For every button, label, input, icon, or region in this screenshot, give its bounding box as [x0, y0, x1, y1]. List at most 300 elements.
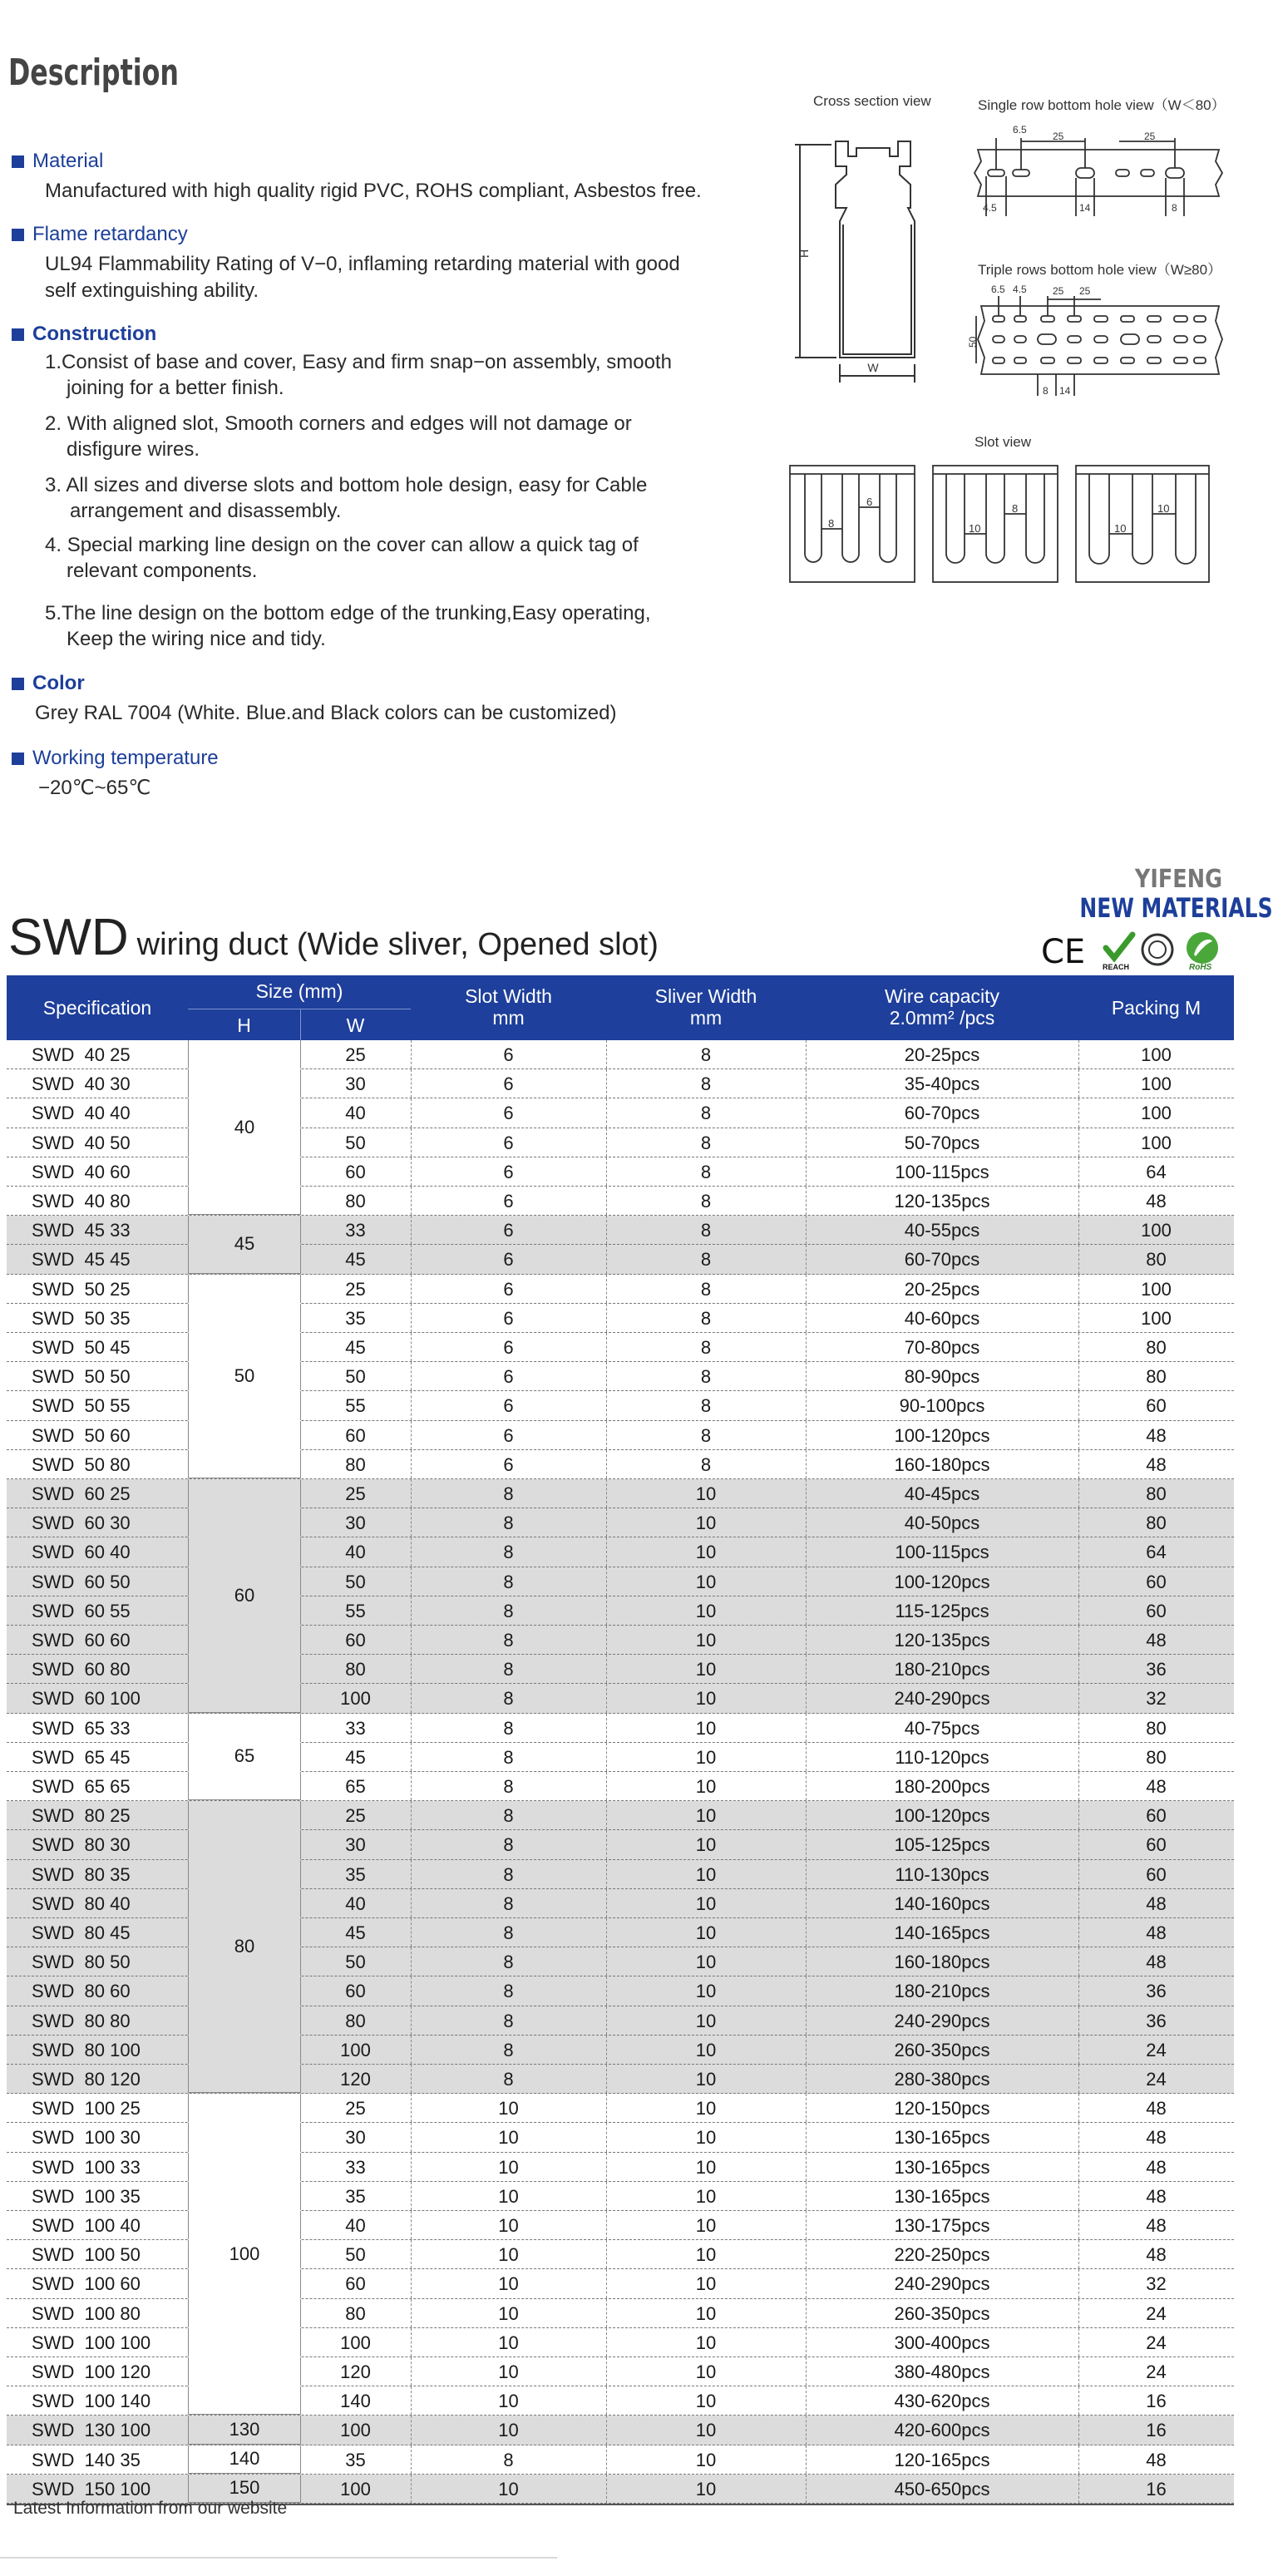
column-divider	[606, 1040, 607, 1068]
cell-wire-capacity: 260-350pcs	[894, 2302, 990, 2324]
column-divider	[606, 2240, 607, 2268]
cell-specification: SWD 65 45	[32, 1746, 131, 1768]
cell-wire-capacity: 300-400pcs	[894, 2332, 990, 2353]
single-dim-label: 4.5	[983, 202, 997, 214]
cell-wire-capacity: 20-25pcs	[904, 1044, 980, 1065]
cell-w: 40	[345, 1893, 366, 1914]
svg-text:CE: CE	[1041, 933, 1086, 971]
column-divider	[606, 1450, 607, 1478]
cell-packing: 80	[1146, 1746, 1167, 1768]
cell-slot-width: 10	[498, 2244, 519, 2266]
cell-sliver-width: 10	[695, 2420, 717, 2441]
cell-slot-width: 8	[503, 1952, 514, 1973]
column-divider	[806, 2182, 807, 2210]
cell-w: 50	[345, 1571, 366, 1592]
column-divider	[300, 1567, 301, 1596]
header-sliver-width	[606, 985, 806, 1029]
cell-w: 45	[345, 1746, 366, 1768]
column-divider	[300, 2153, 301, 2181]
cell-specification: SWD 100 50	[32, 2244, 141, 2266]
column-divider	[806, 1216, 807, 1244]
column-divider	[411, 2153, 412, 2181]
cell-packing: 16	[1146, 2478, 1167, 2500]
triple-rows-hole-diagram	[967, 283, 1236, 407]
column-divider	[1078, 1040, 1079, 1068]
cross-h-label: H	[797, 249, 811, 258]
column-divider	[606, 2211, 607, 2239]
cell-slot-width: 6	[503, 1278, 514, 1300]
cell-slot-width: 8	[503, 1863, 514, 1885]
single-dim-label: 25	[1053, 131, 1064, 142]
column-divider	[411, 1801, 412, 1829]
column-divider	[606, 1275, 607, 1303]
column-divider	[411, 1596, 412, 1625]
cell-packing: 48	[1146, 1776, 1167, 1797]
cell-w: 25	[345, 2098, 366, 2120]
cell-sliver-width: 8	[700, 1453, 712, 1475]
cell-packing: 16	[1146, 2391, 1167, 2412]
cell-packing: 80	[1146, 1366, 1167, 1388]
cell-slot-width: 8	[503, 1513, 514, 1534]
cell-slot-width: 8	[503, 1922, 514, 1943]
column-divider	[300, 1860, 301, 1888]
column-divider	[411, 1889, 412, 1917]
cell-slot-width: 6	[503, 1073, 514, 1095]
cell-wire-capacity: 50-70pcs	[904, 1132, 980, 1153]
single-row-label: Single row bottom hole view（W＜80）	[978, 97, 1226, 113]
cell-sliver-width: 10	[695, 2010, 717, 2031]
cell-sliver-width: 10	[695, 1981, 717, 2002]
single-dim-label: 14	[1079, 202, 1091, 214]
working-temperature-text: −20℃~65℃	[38, 777, 151, 799]
cell-wire-capacity: 35-40pcs	[904, 1073, 980, 1095]
column-divider	[1078, 1918, 1079, 1947]
cell-packing: 100	[1141, 1044, 1172, 1065]
column-divider	[606, 1479, 607, 1508]
column-divider	[1078, 1976, 1079, 2005]
column-divider	[1078, 1830, 1079, 1858]
header-slot-width-unit: mm	[492, 1007, 525, 1029]
cell-slot-width: 6	[503, 1220, 514, 1241]
cell-w: 33	[345, 2156, 366, 2178]
column-divider	[1078, 1860, 1079, 1888]
slot-dim-label: 8	[1012, 502, 1019, 515]
cell-sliver-width: 10	[695, 2273, 717, 2295]
column-divider	[806, 1333, 807, 1361]
column-divider	[411, 1157, 412, 1186]
cell-wire-capacity: 40-55pcs	[904, 1220, 980, 1241]
cell-wire-capacity: 240-290pcs	[894, 2273, 990, 2295]
column-divider	[1078, 2386, 1079, 2415]
cell-sliver-width: 8	[700, 1424, 712, 1446]
column-divider	[300, 1157, 301, 1186]
cell-w: 55	[345, 1600, 366, 1621]
construction-item	[45, 411, 632, 462]
column-divider	[606, 1069, 607, 1098]
cross-section-label: Cross section view	[813, 93, 931, 109]
column-divider	[300, 2475, 301, 2503]
header-packing: Packing M	[1111, 997, 1201, 1019]
column-divider	[1078, 1128, 1079, 1157]
column-divider	[806, 1275, 807, 1303]
header-slot-width	[411, 985, 606, 1029]
column-divider	[806, 2094, 807, 2122]
column-divider	[806, 1889, 807, 1917]
cell-slot-width: 8	[503, 2010, 514, 2031]
column-divider	[1078, 2036, 1079, 2064]
cell-w: 60	[345, 1981, 366, 2002]
column-divider	[606, 1508, 607, 1537]
column-divider	[806, 1537, 807, 1566]
column-divider	[1078, 1626, 1079, 1654]
column-divider	[606, 2475, 607, 2503]
column-divider	[806, 1626, 807, 1654]
cell-packing: 48	[1146, 1893, 1167, 1914]
column-divider	[300, 2328, 301, 2356]
column-divider	[806, 1947, 807, 1976]
column-divider	[606, 1743, 607, 1771]
column-divider	[411, 2123, 412, 2151]
header-wire-capacity	[806, 985, 1078, 1029]
column-divider	[806, 1391, 807, 1419]
column-divider	[606, 2445, 607, 2474]
cell-slot-width: 8	[503, 1893, 514, 1914]
cell-specification: SWD 45 45	[32, 1249, 131, 1271]
column-divider	[606, 1567, 607, 1596]
column-divider	[300, 1275, 301, 1303]
column-divider	[606, 1860, 607, 1888]
cell-wire-capacity: 380-480pcs	[894, 2361, 990, 2382]
cell-w: 60	[345, 1161, 366, 1182]
cell-w: 140	[340, 2391, 371, 2412]
cell-specification: SWD 60 100	[32, 1688, 141, 1710]
triple-dim-label: 8	[1043, 385, 1048, 397]
cell-w: 100	[340, 1688, 371, 1710]
cell-sliver-width: 10	[695, 2332, 717, 2353]
construction-item-line2: joining for a better finish.	[67, 377, 284, 399]
cell-specification: SWD 130 100	[32, 2420, 151, 2441]
cell-sliver-width: 10	[695, 1659, 717, 1680]
slot-dim-label: 10	[1114, 522, 1127, 535]
cell-w: 80	[345, 2010, 366, 2031]
construction-item	[45, 349, 672, 401]
column-divider	[411, 2094, 412, 2122]
cell-w: 100	[340, 2039, 371, 2060]
reach-check-icon	[1103, 935, 1132, 971]
flame-heading: Flame retardancy	[32, 223, 188, 245]
cell-w: 35	[345, 2185, 366, 2207]
cell-slot-width: 10	[498, 2156, 519, 2178]
column-divider	[300, 1508, 301, 1537]
column-divider	[411, 1655, 412, 1683]
cell-packing: 64	[1146, 1161, 1167, 1182]
cell-wire-capacity: 60-70pcs	[904, 1103, 980, 1124]
cell-wire-capacity: 220-250pcs	[894, 2244, 990, 2266]
cell-wire-capacity: 105-125pcs	[894, 1834, 990, 1856]
cell-wire-capacity: 120-135pcs	[894, 1191, 990, 1212]
slot-dim-label: 8	[828, 517, 835, 530]
construction-item-line1: With aligned slot, Smooth corners and edges will not damage or	[67, 412, 632, 435]
cell-slot-width: 8	[503, 1776, 514, 1797]
column-divider	[411, 2006, 412, 2035]
column-divider	[606, 2065, 607, 2093]
column-divider	[1078, 1508, 1079, 1537]
cell-wire-capacity: 100-120pcs	[894, 1424, 990, 1446]
column-divider	[1078, 2269, 1079, 2297]
footer-divider	[0, 2557, 557, 2559]
column-divider	[300, 2065, 301, 2093]
cell-packing: 48	[1146, 2127, 1167, 2149]
cell-wire-capacity: 40-45pcs	[904, 1483, 980, 1504]
cell-specification: SWD 100 120	[32, 2361, 151, 2382]
column-divider	[1078, 1772, 1079, 1800]
cell-packing: 24	[1146, 2039, 1167, 2060]
cell-packing: 80	[1146, 1483, 1167, 1504]
cell-wire-capacity: 160-180pcs	[894, 1453, 990, 1475]
column-divider	[606, 2299, 607, 2327]
column-divider	[1078, 1245, 1079, 1273]
cell-sliver-width: 8	[700, 1220, 712, 1241]
cell-specification: SWD 80 25	[32, 1805, 131, 1827]
cell-sliver-width: 10	[695, 1776, 717, 1797]
column-divider	[1078, 2153, 1079, 2181]
cell-specification: SWD 80 45	[32, 1922, 131, 1943]
cell-packing: 48	[1146, 2098, 1167, 2120]
cell-packing: 100	[1141, 1307, 1172, 1329]
column-divider	[806, 1567, 807, 1596]
triple-dim-label: 50	[967, 336, 979, 348]
construction-item-line1: All sizes and diverse slots and bottom hole design, easy for Cable	[66, 474, 648, 496]
cell-specification: SWD 60 55	[32, 1600, 131, 1621]
cell-w: 25	[345, 1805, 366, 1827]
cell-sliver-width: 10	[695, 2478, 717, 2500]
cell-w: 60	[345, 1630, 366, 1651]
cell-sliver-width: 10	[695, 1688, 717, 1710]
cell-h-merged: 45	[189, 1216, 300, 1273]
cross-section-diagram	[790, 133, 965, 391]
cell-sliver-width: 10	[695, 1630, 717, 1651]
cell-sliver-width: 8	[700, 1191, 712, 1212]
column-divider	[1078, 2357, 1079, 2386]
column-divider	[806, 1128, 807, 1157]
column-divider	[806, 1421, 807, 1449]
slot-dim-label: 6	[866, 496, 873, 508]
cell-wire-capacity: 20-25pcs	[904, 1278, 980, 1300]
column-divider	[1078, 1304, 1079, 1332]
cell-specification: SWD 80 50	[32, 1952, 131, 1973]
cell-wire-capacity: 240-290pcs	[894, 2010, 990, 2031]
cell-h-merged: 100	[189, 2094, 300, 2415]
brand-block	[1039, 865, 1273, 924]
cell-w: 35	[345, 1863, 366, 1885]
cell-packing: 80	[1146, 1249, 1167, 1271]
header-wire-capacity-label: Wire capacity	[884, 985, 1000, 1007]
column-divider	[806, 1918, 807, 1947]
cell-w: 45	[345, 1249, 366, 1271]
column-divider	[411, 2386, 412, 2415]
column-divider	[300, 1714, 301, 1742]
triple-dim-label: 25	[1079, 285, 1091, 297]
header-slot-width-label: Slot Width	[465, 985, 552, 1007]
cell-specification: SWD 140 35	[32, 2449, 141, 2470]
cell-wire-capacity: 130-165pcs	[894, 2185, 990, 2207]
cell-packing: 36	[1146, 1981, 1167, 2002]
column-divider	[411, 1069, 412, 1098]
column-divider	[806, 2123, 807, 2151]
column-divider	[411, 1567, 412, 1596]
column-divider	[300, 1596, 301, 1625]
column-divider	[411, 1098, 412, 1127]
cell-packing: 48	[1146, 1922, 1167, 1943]
cell-specification: SWD 100 140	[32, 2391, 151, 2412]
cell-specification: SWD 50 60	[32, 1424, 131, 1446]
cell-specification: SWD 80 120	[32, 2069, 141, 2090]
table-header	[7, 975, 1234, 1040]
cell-packing: 60	[1146, 1571, 1167, 1592]
cell-slot-width: 8	[503, 2039, 514, 2060]
cell-sliver-width: 10	[695, 2039, 717, 2060]
cell-wire-capacity: 70-80pcs	[904, 1337, 980, 1358]
column-divider	[300, 1391, 301, 1419]
column-divider	[1078, 1655, 1079, 1683]
cell-packing: 80	[1146, 1717, 1167, 1739]
column-divider	[300, 2386, 301, 2415]
header-h: H	[237, 1014, 251, 1036]
column-divider	[411, 2065, 412, 2093]
cell-slot-width: 10	[498, 2215, 519, 2236]
column-divider	[1078, 1596, 1079, 1625]
column-divider	[1078, 1537, 1079, 1566]
bullet-square-icon	[12, 678, 24, 690]
flame-section	[12, 223, 680, 304]
color-heading: Color	[32, 672, 85, 694]
column-divider	[300, 1918, 301, 1947]
column-divider	[300, 1772, 301, 1800]
cell-packing: 48	[1146, 1191, 1167, 1212]
cell-slot-width: 6	[503, 1307, 514, 1329]
column-divider	[1078, 1684, 1079, 1712]
cell-packing: 100	[1141, 1220, 1172, 1241]
flame-text-line2: self extinguishing ability.	[45, 279, 259, 302]
construction-item-line1: Consist of base and cover, Easy and firm snap−on assembly, smooth	[62, 351, 672, 373]
column-divider	[411, 2445, 412, 2474]
cell-w: 40	[345, 2215, 366, 2236]
cell-w: 100	[340, 2478, 371, 2500]
cell-h-merged: 60	[189, 1479, 300, 1713]
cell-wire-capacity: 100-115pcs	[895, 1542, 989, 1563]
cell-packing: 48	[1146, 1952, 1167, 1973]
material-heading: Material	[32, 150, 104, 172]
cell-slot-width: 8	[503, 2449, 514, 2470]
bullet-square-icon	[12, 753, 24, 765]
cell-w: 40	[345, 1103, 366, 1124]
cell-packing: 48	[1146, 2244, 1167, 2266]
cell-packing: 100	[1141, 1278, 1172, 1300]
slot-view-label: Slot view	[974, 434, 1032, 450]
column-divider	[1078, 2475, 1079, 2503]
cell-specification: SWD 40 30	[32, 1073, 131, 1095]
cell-wire-capacity: 420-600pcs	[894, 2420, 990, 2441]
brand-name: YIFENG	[1134, 865, 1222, 894]
cell-packing: 48	[1146, 1630, 1167, 1651]
cell-specification: SWD 80 100	[32, 2039, 141, 2060]
cell-slot-width: 10	[498, 2478, 519, 2500]
column-divider	[606, 1596, 607, 1625]
column-divider	[1078, 1275, 1079, 1303]
triple-rows-label: Triple rows bottom hole view（W≥80）	[978, 262, 1222, 278]
cell-wire-capacity: 140-165pcs	[894, 1922, 990, 1943]
cell-wire-capacity: 90-100pcs	[899, 1395, 985, 1417]
bullet-square-icon	[12, 328, 24, 341]
cell-wire-capacity: 180-200pcs	[894, 1776, 990, 1797]
cell-w: 30	[345, 1073, 366, 1095]
cell-specification: SWD 40 80	[32, 1191, 131, 1212]
cell-wire-capacity: 450-650pcs	[894, 2478, 990, 2500]
column-divider	[606, 1889, 607, 1917]
header-size: Size (mm)	[255, 980, 343, 1002]
cell-wire-capacity: 130-165pcs	[894, 2127, 990, 2149]
column-divider	[806, 2328, 807, 2356]
cell-wire-capacity: 240-290pcs	[894, 1688, 990, 1710]
column-divider	[411, 1860, 412, 1888]
cell-slot-width: 10	[498, 2302, 519, 2324]
cell-sliver-width: 10	[695, 1922, 717, 1943]
cell-slot-width: 10	[498, 2420, 519, 2441]
column-divider	[606, 1714, 607, 1742]
cell-sliver-width: 10	[695, 2244, 717, 2266]
cell-sliver-width: 8	[700, 1307, 712, 1329]
cell-packing: 24	[1146, 2332, 1167, 2353]
cell-sliver-width: 10	[695, 2361, 717, 2382]
cell-slot-width: 6	[503, 1366, 514, 1388]
slot-dim-label: 10	[969, 522, 981, 535]
cell-packing: 60	[1146, 1395, 1167, 1417]
column-divider	[300, 1479, 301, 1508]
cell-specification: SWD 100 25	[32, 2098, 141, 2120]
cell-w: 55	[345, 1395, 366, 1417]
cell-slot-width: 6	[503, 1395, 514, 1417]
cell-h-merged: 130	[189, 2416, 300, 2444]
construction-item-line2: Keep the wiring nice and tidy.	[67, 628, 326, 650]
cell-specification: SWD 100 30	[32, 2127, 141, 2149]
column-divider	[300, 2123, 301, 2151]
column-divider	[806, 2153, 807, 2181]
working-temperature-heading: Working temperature	[32, 747, 219, 769]
cell-specification: SWD 150 100	[32, 2478, 151, 2500]
cell-w: 25	[345, 1278, 366, 1300]
bullet-square-icon	[12, 229, 24, 241]
column-divider	[806, 2445, 807, 2474]
cell-specification: SWD 50 45	[32, 1337, 131, 1358]
cell-sliver-width: 10	[695, 1863, 717, 1885]
column-divider	[411, 1333, 412, 1361]
slot-dim-label: 10	[1157, 502, 1170, 515]
cell-packing: 60	[1146, 1834, 1167, 1856]
cell-w: 50	[345, 1952, 366, 1973]
cell-w: 120	[340, 2069, 371, 2090]
column-divider	[1078, 1333, 1079, 1361]
column-divider	[411, 1947, 412, 1976]
column-divider	[411, 1772, 412, 1800]
column-divider	[411, 1362, 412, 1390]
column-divider	[300, 1889, 301, 1917]
cell-specification: SWD 100 100	[32, 2332, 151, 2353]
column-divider	[1078, 1069, 1079, 1098]
single-row-hole-diagram	[970, 123, 1236, 231]
cell-w: 30	[345, 2127, 366, 2149]
column-divider	[300, 2211, 301, 2239]
cell-wire-capacity: 180-210pcs	[894, 1659, 990, 1680]
